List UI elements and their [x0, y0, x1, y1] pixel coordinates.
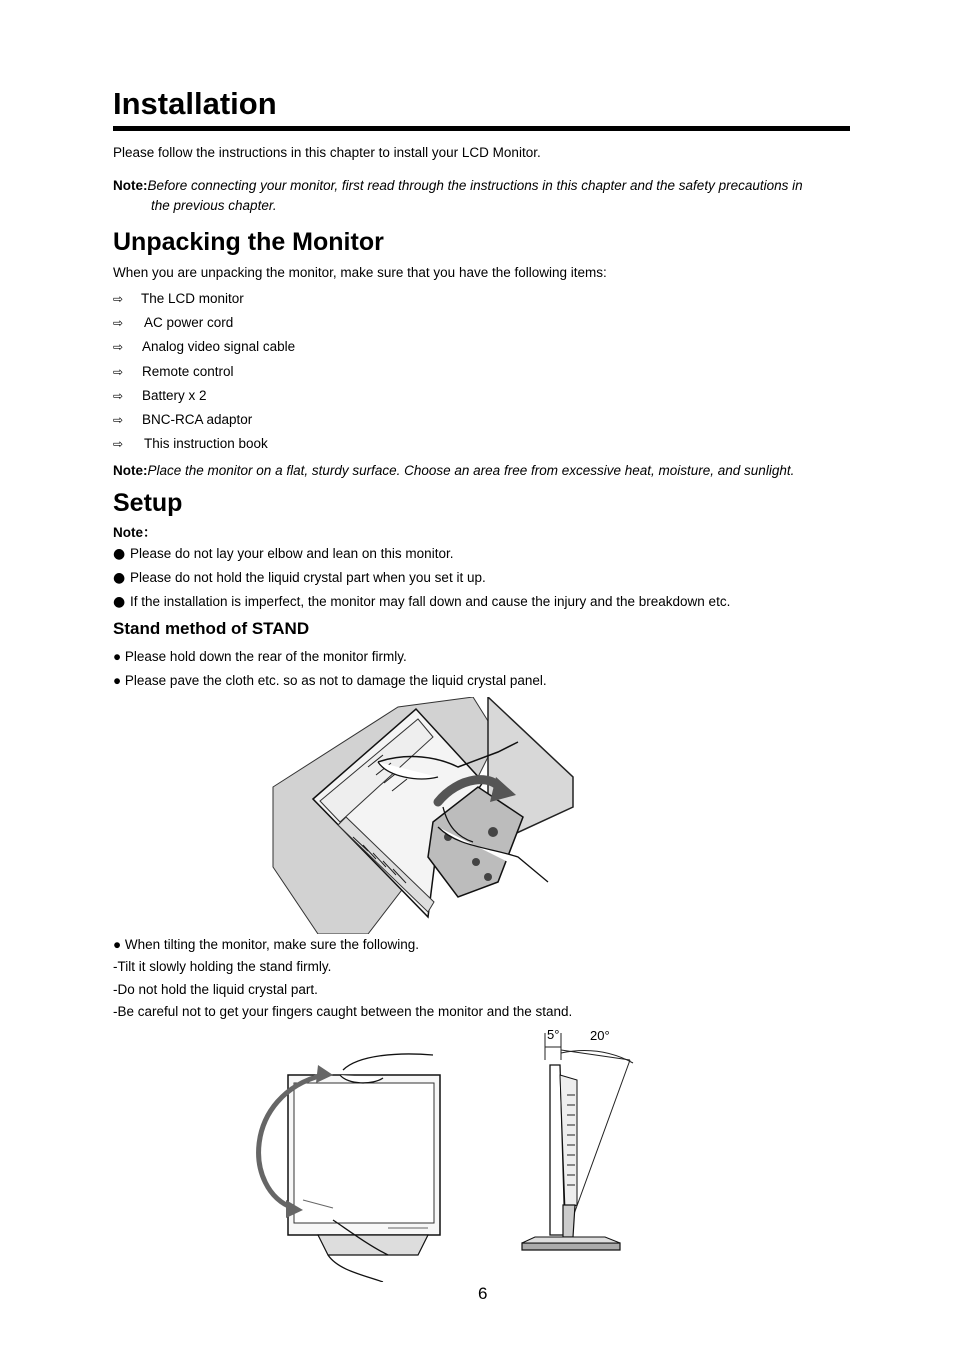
bullet-icon: ● [113, 594, 126, 610]
stand-bullet: ● Please hold down the rear of the monitor firmly. [113, 649, 407, 664]
note-label: Note: [113, 463, 148, 478]
arrow-icon: ⇨ [113, 340, 124, 354]
tilt-line: -Tilt it slowly holding the stand firmly. [113, 959, 332, 974]
arrow-icon: ⇨ [113, 316, 124, 330]
arrow-icon: ⇨ [113, 413, 124, 427]
unpacking-heading: Unpacking the Monitor [113, 228, 384, 256]
bullet-text: Please do not lay your elbow and lean on this monitor. [130, 546, 454, 561]
arrow-icon: ⇨ [113, 437, 124, 451]
page-title: Installation [113, 86, 277, 121]
arrow-icon: ⇨ [113, 365, 124, 379]
note-text-line1: Before connecting your monitor, first read through the instructions in this chapter and the safety precautions in [147, 178, 803, 193]
list-item [113, 436, 268, 451]
setup-bullet [113, 570, 486, 586]
angle-back-label: 5° [547, 1027, 560, 1042]
list-item [113, 339, 295, 354]
note-label: Note: [113, 178, 148, 193]
list-item [113, 412, 252, 427]
stand-bullet: ● Please pave the cloth etc. so as not to damage the liquid crystal panel. [113, 673, 547, 688]
list-item-label: The LCD monitor [141, 291, 244, 306]
list-item [113, 364, 234, 379]
stand-heading: Stand method of STAND [113, 619, 310, 638]
list-item-label: Battery x 2 [142, 388, 207, 403]
bullet-icon: ● [113, 570, 126, 586]
tilt-line: -Be careful not to get your fingers caught between the monitor and the stand. [113, 1004, 573, 1019]
title-rule [113, 126, 850, 131]
tilt-angle-illustration [505, 1025, 655, 1255]
setup-bullet [113, 546, 453, 562]
setup-note-label: Note： [113, 525, 157, 540]
intro-text: Please follow the instructions in this chapter to install your LCD Monitor. [113, 145, 541, 160]
setup-bullet [113, 594, 730, 610]
list-item-label: BNC-RCA adaptor [142, 412, 253, 427]
tilt-line: ● When tilting the monitor, make sure the following. [113, 937, 420, 952]
tilt-front-illustration [248, 1050, 448, 1282]
list-item [113, 315, 233, 330]
bullet-icon: ● [113, 546, 126, 562]
list-item-label: AC power cord [144, 315, 234, 330]
arrow-icon: ⇨ [113, 292, 124, 306]
arrow-icon: ⇨ [113, 389, 124, 403]
stand-removal-illustration [258, 697, 583, 934]
list-item [113, 291, 244, 306]
list-item-label: Remote control [142, 364, 234, 379]
angle-forward-label: 20° [590, 1028, 610, 1043]
bullet-text: If the installation is imperfect, the monitor may fall down and cause the injury and the breakdown etc. [130, 594, 731, 609]
list-item-label: Analog video signal cable [142, 339, 296, 354]
note-before-connecting [113, 176, 858, 196]
page-number: 6 [478, 1284, 488, 1303]
note-text-line2: the previous chapter. [151, 198, 277, 213]
note-text: Place the monitor on a flat, sturdy surface. Choose an area free from excessive heat, moisture, and sunlight. [147, 463, 795, 478]
tilt-line: -Do not hold the liquid crystal part. [113, 982, 318, 997]
setup-heading: Setup [113, 489, 183, 517]
note-placement [113, 461, 794, 481]
list-item-label: This instruction book [144, 436, 268, 451]
bullet-text: Please do not hold the liquid crystal part when you set it up. [130, 570, 486, 585]
unpacking-lead: When you are unpacking the monitor, make sure that you have the following items: [113, 265, 607, 280]
list-item [113, 388, 207, 403]
